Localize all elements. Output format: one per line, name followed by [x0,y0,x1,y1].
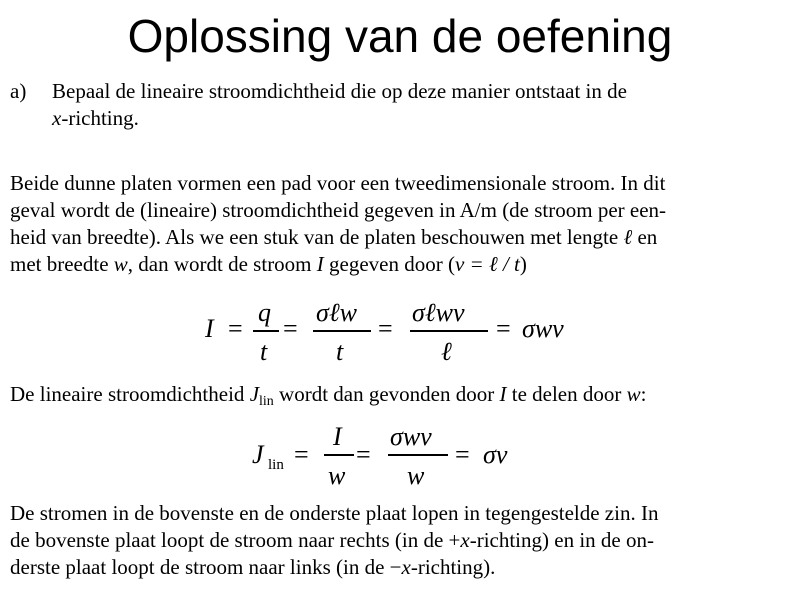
eq2-frac1-den: w [328,461,346,490]
var-x: x [401,555,411,579]
eq2-sub: lin [268,457,284,473]
p1-line-4a: met breedte [10,252,114,276]
p1-line-4d: ) [519,252,527,276]
p3-line-1: De stromen in de bovenste en de onderste plaat lopen in tegengestelde zin. In [10,501,659,525]
p1-line-2: geval wordt de (lineaire) stroomdichtheid gegeven in A/m (de stroom per een- [10,198,667,222]
p3-line-3a: derste plaat loopt de stroom naar links (in de − [10,555,402,579]
p1-line-3a: heid van breedte). Als we een stuk van de platen beschouwen met lengte [10,225,624,249]
p3-line-3 [10,554,790,581]
eq2-J: J [252,440,264,469]
eq1-equals-2: = [283,314,298,343]
eq1-I: I [205,314,214,343]
item-line-2 [52,105,772,132]
eq2-equals-3: = [455,440,470,469]
eq2-frac2-den: w [407,461,425,490]
eq1-result: σwv [522,314,564,343]
p1-line-4c: gegeven door ( [323,252,455,276]
p1-line-4b: , dan wordt de stroom [127,252,317,276]
var-ell: ℓ [623,225,633,249]
item-label: a) [10,79,27,103]
p3-line-2b: -richting) en in de on- [469,528,654,552]
item-line-1: Bepaal de lineaire stroomdichtheid die op deze manier ontstaat in de [52,79,627,103]
p2-c: te delen door [506,382,627,406]
eq2-equals-1: = [294,440,309,469]
eq1-equals-1: = [228,314,243,343]
eq2-frac1-bar [324,454,354,456]
eq2-result: σv [483,440,508,469]
eq2-frac2-num: σwv [390,422,432,451]
var-w: w [626,382,641,406]
p1-line-1: Beide dunne platen vormen een pad voor een tweedimensionale stroom. In dit [10,171,666,195]
eq1-frac2-bar [313,330,371,332]
paragraph-1 [10,170,790,278]
p2-line-1 [10,381,790,415]
eq1-frac2-den: t [336,337,344,366]
eq1-frac3-num: σℓwv [412,298,465,327]
var-x: x [460,528,470,552]
eq1-frac1-num: q [258,298,271,327]
eq1-frac3-bar [410,330,488,332]
slide-title: Oplossing van de oefening [127,10,673,62]
eq1-frac2-num: σℓw [316,298,357,327]
p3-line-2a: de bovenste plaat loopt de stroom naar rechts (in de + [10,528,461,552]
p3-line-3b: -richting). [410,555,496,579]
eq1-equals-4: = [496,314,511,343]
sub-lin: lin [259,394,274,409]
var-x: x [52,106,62,130]
eq1-frac3-den: ℓ [441,337,452,366]
eq1-frac1-bar [253,330,279,332]
item-text [52,78,772,132]
p2-d: : [640,382,647,406]
eq1-equals-3: = [378,314,393,343]
p1-line-3 [10,224,790,251]
var-w: w [113,252,128,276]
paragraph-3 [10,500,790,581]
p1-line-4 [10,251,790,278]
eq2-frac1-num: I [333,422,342,451]
paragraph-2 [10,381,790,415]
p3-line-2 [10,527,790,554]
var-I: I [499,382,507,406]
var-J: J [249,382,260,406]
var-I: I [316,252,324,276]
eq2-equals-2: = [356,440,371,469]
item-line-2-text: -richting. [61,106,139,130]
p2-a: De lineaire stroomdichtheid [10,382,250,406]
eq2-frac2-bar [388,454,448,456]
velocity-relation: v = ℓ / t [454,252,520,276]
p2-b: wordt dan gevonden door [273,382,500,406]
p1-line-3b: en [632,225,658,249]
eq1-frac1-den: t [260,337,268,366]
